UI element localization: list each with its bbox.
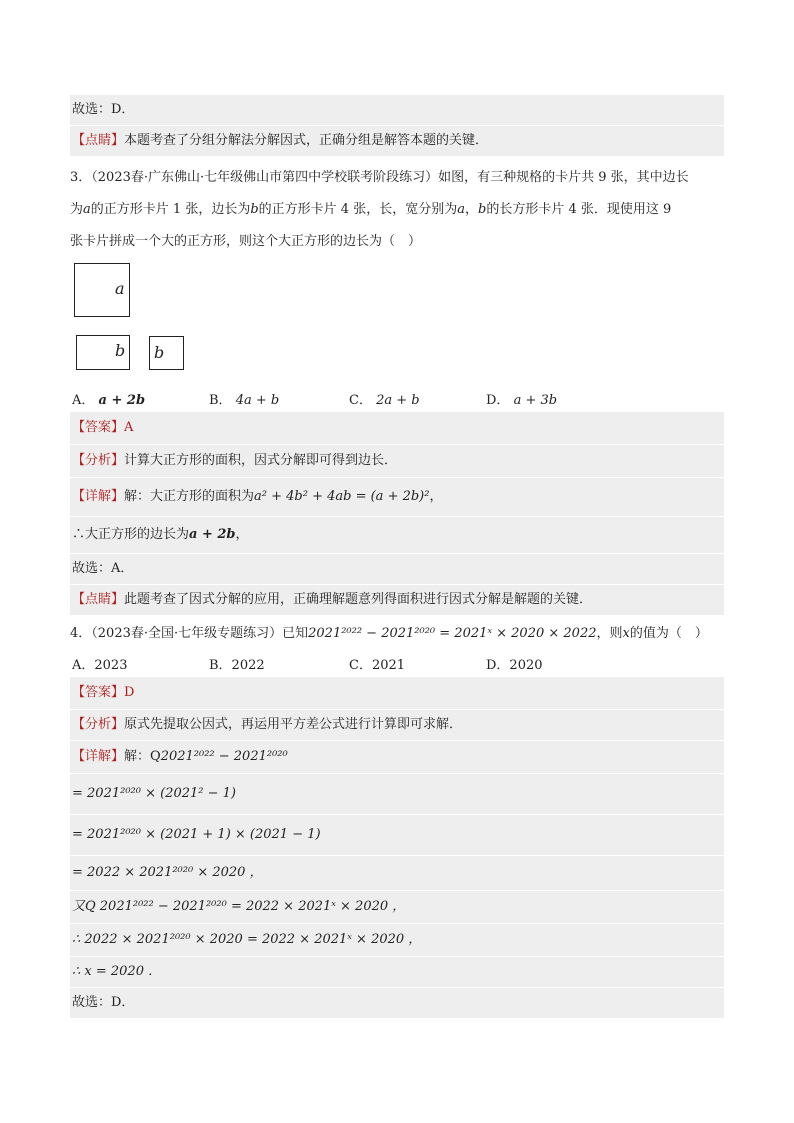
q2-dianjing-text: 本题考查了分组分解法分解因式，正确分组是解答本题的关键． bbox=[124, 133, 489, 148]
q4-step-6: ∴ x = 2020 ． bbox=[70, 957, 724, 987]
rect-card-ab-label: b bbox=[115, 341, 126, 360]
q3-option-c: C． 2a + b bbox=[349, 393, 420, 408]
square-card-b-label: b bbox=[154, 343, 165, 362]
q4-step-5: ∴ 2022 × 2021²⁰²⁰ × 2020 = 2022 × 2021ˣ × 2020 ， bbox=[70, 924, 724, 956]
q4-answer: D bbox=[124, 685, 135, 700]
q3-dianjing-row: 【点睛】此题考查了因式分解的应用，正确理解题意列得面积进行因式分解是解题的关键． bbox=[70, 585, 724, 615]
q3-therefore-row: ∴大正方形的边长为a + 2b， bbox=[70, 517, 724, 553]
q4-xiangjie-row: 【详解】解：Q2021²⁰²² − 2021²⁰²⁰ bbox=[70, 741, 724, 773]
q3-xiangjie-row: 【详解】解：大正方形的面积为a² + 4b² + 4ab = (a + 2b)²， bbox=[70, 478, 724, 516]
q4-answer-row: 【答案】D bbox=[70, 677, 724, 709]
q4-step-1: = 2021²⁰²⁰ × (2021² − 1) bbox=[70, 774, 724, 814]
q3-stem-line2: 为a的正方形卡片 1 张，边长为b的正方形卡片 4 张，长，宽分别为a，b的长方形卡片 4 张．现使用这 9 bbox=[70, 202, 672, 217]
q3-area-formula: a² + 4b² + 4ab = (a + 2b)² bbox=[254, 489, 430, 504]
q4-step-4: 又Q 2021²⁰²² − 2021²⁰²⁰ = 2022 × 2021ˣ × 2020 ， bbox=[70, 891, 724, 923]
q2-dianjing-tag: 【点睛】 bbox=[72, 133, 125, 148]
q3-answer-row: 【答案】A bbox=[70, 412, 724, 444]
q4-option-a: A．2023 bbox=[72, 658, 128, 673]
q2-guxuan-row bbox=[70, 95, 724, 125]
q3-guxuan-row: 故选：A． bbox=[70, 554, 724, 584]
q4-step-2: = 2021²⁰²⁰ × (2021 + 1) × (2021 − 1) bbox=[70, 815, 724, 855]
q4-equation: 2021²⁰²² − 2021²⁰²⁰ = 2021ˣ × 2020 × 2022 bbox=[308, 626, 597, 641]
q3-option-a: A． a + 2b bbox=[72, 393, 146, 408]
q4-guxuan-row: 故选：D． bbox=[70, 988, 724, 1018]
q4-fenxi-row: 【分析】原式先提取公因式，再运用平方差公式进行计算即可求解． bbox=[70, 710, 724, 740]
q3-var-a: a bbox=[83, 202, 91, 217]
q4-option-b: B．2022 bbox=[209, 658, 265, 673]
q3-stem-line1: 3．（2023春·广东佛山·七年级佛山市第四中学校联考阶段练习）如图，有三种规格的卡片共 9 张，其中边长 bbox=[70, 170, 689, 185]
q4-stem: 4．（2023春·全国·七年级专题练习）已知2021²⁰²² − 2021²⁰²⁰ = 2021ˣ × 2020 × 2022，则x的值为（ ） bbox=[70, 626, 708, 641]
q2-guxuan: 故选：D． bbox=[72, 102, 135, 117]
q4-option-c: C．2021 bbox=[349, 658, 406, 673]
q3-fenxi-row: 【分析】计算大正方形的面积，因式分解即可得到边长． bbox=[70, 445, 724, 477]
q4-option-d: D．2020 bbox=[486, 658, 543, 673]
q4-step-3: = 2022 × 2021²⁰²⁰ × 2020 ， bbox=[70, 856, 724, 890]
q3-option-d: D． a + 3b bbox=[486, 393, 558, 408]
q2-dianjing-row bbox=[70, 126, 724, 156]
square-card-a-label: a bbox=[115, 279, 125, 298]
q3-var-b: b bbox=[250, 202, 259, 217]
q3-option-b: B． 4a + b bbox=[209, 393, 280, 408]
q3-answer: A bbox=[124, 420, 134, 435]
q3-stem-line3: 张卡片拼成一个大的正方形，则这个大正方形的边长为（ ） bbox=[70, 234, 422, 249]
